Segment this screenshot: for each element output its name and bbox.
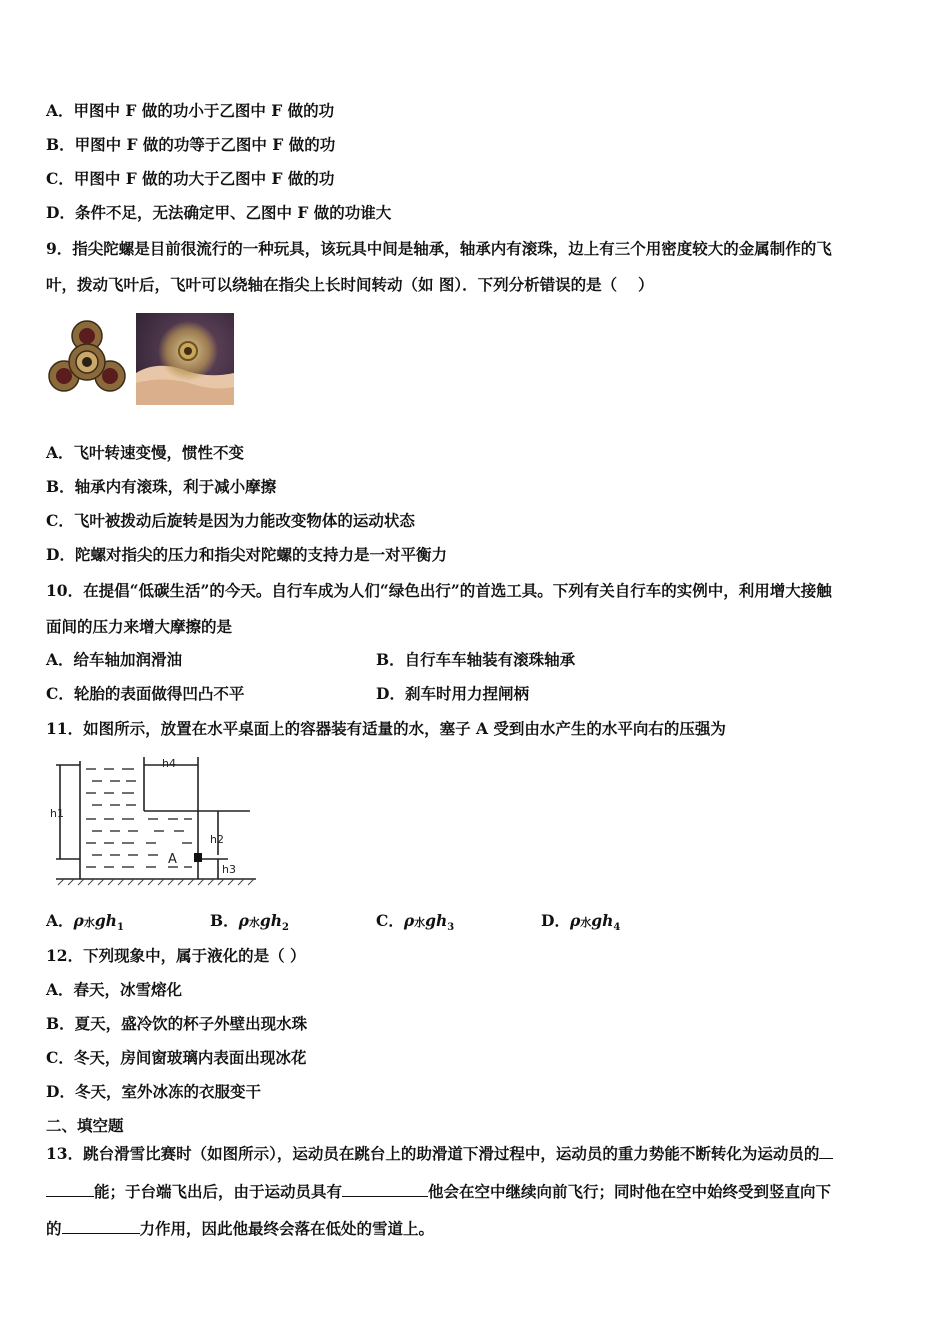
h3-label: h3 xyxy=(222,863,236,876)
h1-label: h1 xyxy=(50,807,64,820)
q11-option-d: D．ρ水$gh_4$ xyxy=(541,911,621,934)
q11-stem: 11．如图所示，放置在水平桌面上的容器装有适量的水，塞子 A 受到由水产生的水平向右的压强为 xyxy=(46,719,726,738)
q12-option-a: A．春天，冰雪熔化 xyxy=(46,980,183,999)
q13-blank-3[interactable] xyxy=(62,1217,140,1234)
q13-blank-1a[interactable] xyxy=(819,1142,833,1159)
plug-label: A xyxy=(168,852,177,867)
q10-option-a: A．给车轴加润滑油 xyxy=(46,650,183,669)
q13-line1: 13．跳台滑雪比赛时（如图所示），运动员在跳台上的助滑道下滑过程中，运动员的重力势能不断转化为运动员的 xyxy=(46,1142,833,1164)
plug-a-marker xyxy=(194,853,202,862)
container-diagram xyxy=(50,755,262,887)
q10-option-d: D．刹车时用力捏闸柄 xyxy=(376,684,529,703)
h4-label: h4 xyxy=(162,757,176,770)
q13-blank-1b[interactable] xyxy=(46,1180,94,1197)
q11-option-a: A．ρ水$gh_1$ xyxy=(46,911,124,934)
q10-stem-line2: 面间的压力来增大摩擦的是 xyxy=(46,617,233,636)
q9-option-a: A．飞叶转速变慢，惯性不变 xyxy=(46,443,245,462)
fidget-spinner-photo xyxy=(46,318,128,400)
q12-stem: 12．下列现象中，属于液化的是（ ） xyxy=(46,946,306,965)
q9-option-b: B．轴承内有滚珠，利于减小摩擦 xyxy=(46,477,277,496)
spinner-on-fingertip-photo xyxy=(136,313,234,405)
q10-option-b: B．自行车车轴装有滚珠轴承 xyxy=(376,650,576,669)
q9-stem-line1: 9．指尖陀螺是目前很流行的一种玩具，该玩具中间是轴承，轴承内有滚珠，边上有三个用密度较大的金属制作的飞 xyxy=(46,239,832,258)
q10-stem-line1: 10．在提倡“低碳生活”的今天。自行车成为人们“绿色出行”的首选工具。下列有关自行车的实例中，利用增大接触 xyxy=(46,581,832,600)
q8-option-a: A．甲图中 F 做的功小于乙图中 F 做的功 xyxy=(46,101,335,120)
q10-option-c: C．轮胎的表面做得凹凸不平 xyxy=(46,684,245,703)
q9-option-c: C．飞叶被拨动后旋转是因为力能改变物体的运动状态 xyxy=(46,511,415,530)
q12-option-b: B．夏天，盛冷饮的杯子外壁出现水珠 xyxy=(46,1014,308,1033)
q13-line2: 能；于台端飞出后，由于运动员具有 他会在空中继续向前飞行；同时他在空中始终受到竖直向下 xyxy=(46,1180,831,1202)
q9-option-d: D．陀螺对指尖的压力和指尖对陀螺的支持力是一对平衡力 xyxy=(46,545,447,564)
q12-option-d: D．冬天，室外冰冻的衣服变干 xyxy=(46,1082,261,1101)
q8-option-d: D．条件不足，无法确定甲、乙图中 F 做的功谁大 xyxy=(46,203,392,222)
q8-option-c: C．甲图中 F 做的功大于乙图中 F 做的功 xyxy=(46,169,335,188)
q13-line3: 的 力作用，因此他最终会落在低处的雪道上。 xyxy=(46,1219,435,1238)
q13-blank-2[interactable] xyxy=(342,1180,428,1197)
q8-option-b: B．甲图中 F 做的功等于乙图中 F 做的功 xyxy=(46,135,336,154)
q11-option-b: B．ρ水$gh_2$ xyxy=(210,911,289,934)
h2-label: h2 xyxy=(210,833,224,846)
section-title: 二、填空题 xyxy=(46,1116,124,1135)
q11-option-c: C．ρ水$gh_3$ xyxy=(376,911,455,934)
q12-option-c: C．冬天，房间窗玻璃内表面出现冰花 xyxy=(46,1048,307,1067)
q9-stem-line2: 叶，拨动飞叶后，飞叶可以绕轴在指尖上长时间转动（如 图）．下列分析错误的是（ ） xyxy=(46,275,654,294)
